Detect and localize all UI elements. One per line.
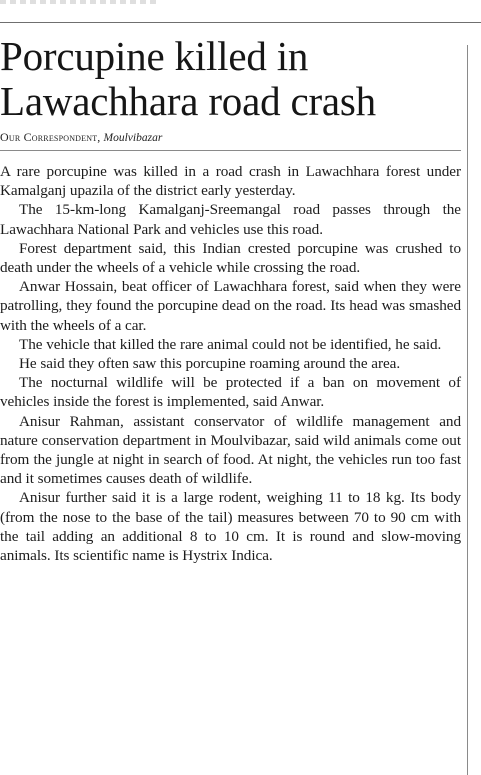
paragraph: Anisur further said it is a large rodent, weighing 11 to 18 kg. Its body (from the nose to the base of the tail) measures between 70 to 90 cm with the tail adding an additional 8 to 10 cm. It is round and slow-moving animals. Its scientific name is Hystrix Indica. <box>0 489 461 565</box>
byline-author: Our Correspondent, <box>0 130 101 144</box>
paragraph: A rare porcupine was killed in a road crash in Lawachhara forest under Kamalganj upazila of the district early yesterday. <box>0 163 461 200</box>
paragraph: Anwar Hossain, beat officer of Lawachhara forest, said when they were patrolling, they found the porcupine dead on the road. Its head was smashed with the wheels of a car. <box>0 278 461 334</box>
previous-article-fragment <box>0 0 160 4</box>
article-body <box>0 162 461 565</box>
paragraph: The nocturnal wildlife will be protected if a ban on movement of vehicles inside the forest is implemented, said Anwar. <box>0 374 461 411</box>
column-divider <box>467 45 468 775</box>
paragraph: The 15-km-long Kamalganj-Sreemangal road passes through the Lawachhara National Park and vehicles use this road. <box>0 201 461 238</box>
paragraph: He said they often saw this porcupine roaming around the area. <box>19 355 401 373</box>
headline <box>0 34 461 124</box>
byline-place: Moulvibazar <box>103 132 163 144</box>
top-divider <box>0 22 481 23</box>
headline-line-2: Lawachhara road crash <box>0 78 376 124</box>
byline <box>0 129 461 151</box>
paragraph: The vehicle that killed the rare animal could not be identified, he said. <box>19 335 442 353</box>
paragraph: Forest department said, this Indian crested porcupine was crushed to death under the wheels of a vehicle while crossing the road. <box>0 239 461 277</box>
paragraph: Anisur Rahman, assistant conservator of wildlife management and nature conservation department in Moulvibazar, said wild animals come out from the jungle at night in search of food. At night, the vehicles run too fast and it sometimes causes death of wildlife. <box>0 412 461 488</box>
headline-line-1: Porcupine killed in <box>0 33 309 79</box>
news-article <box>0 34 461 565</box>
